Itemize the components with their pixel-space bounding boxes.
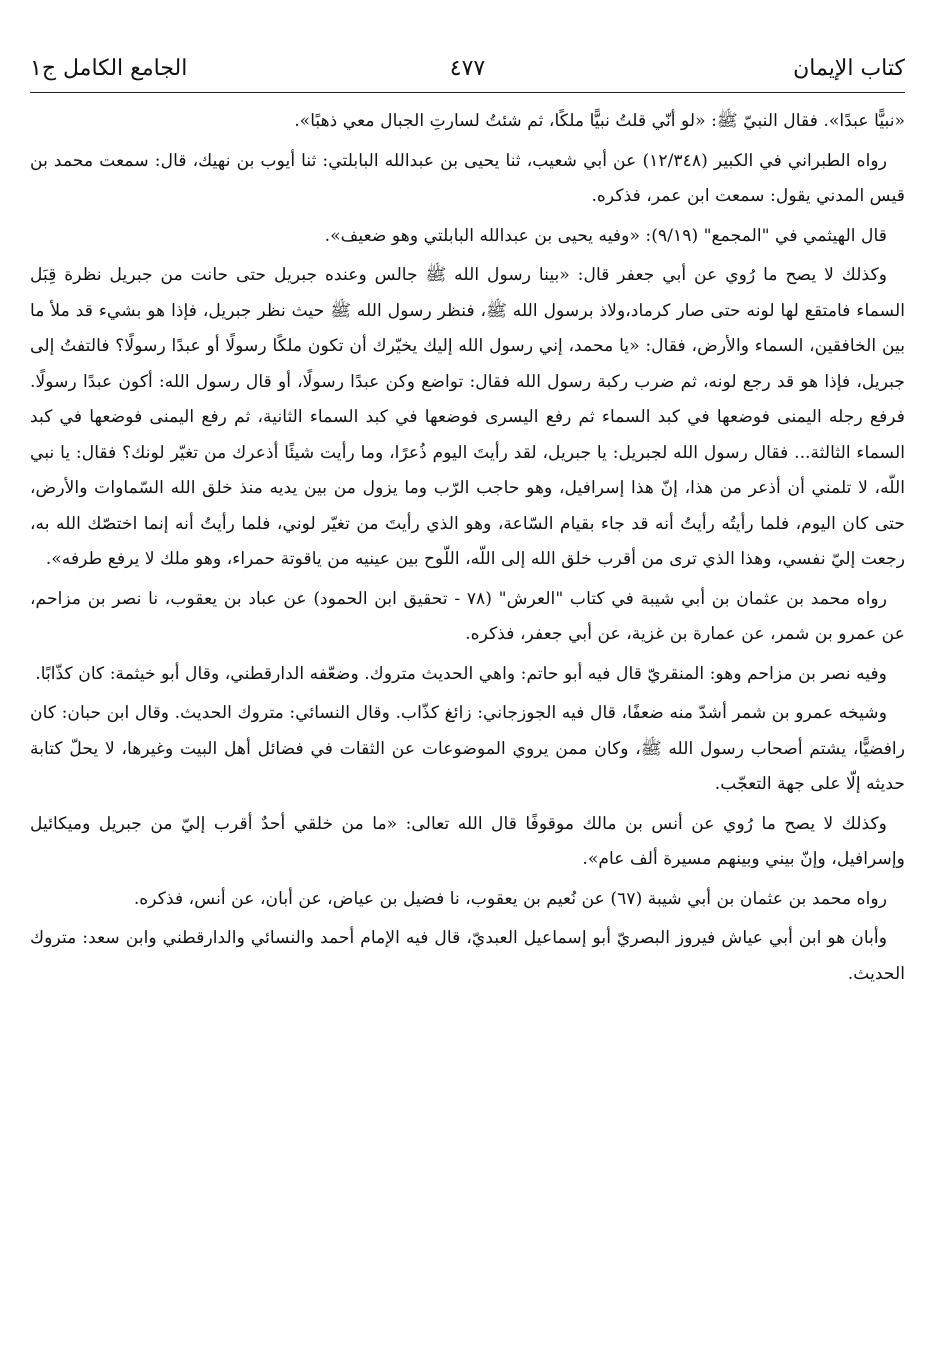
- paragraph: وأبان هو ابن أبي عياش فيروز البصريّ أبو إسماعيل العبديّ، قال فيه الإمام أحمد والنسائي والدارقطني وابن سعد: متروك الحديث.: [30, 928, 905, 984]
- book-title: كتاب الإيمان: [793, 56, 905, 81]
- paragraph: وكذلك لا يصح ما رُوي عن أبي جعفر قال: «بينا رسول الله ﷺ جالس وعنده جبريل حتى حانت من جبريل نظرة قِبَل السماء فامتقع لها لونه حتى صار كرماد،ولاذ برسول الله ﷺ، فنظر رسول الله ﷺ حيث نظر جبريل، فإذا هو بشيء قد ملأ ما بين الخافقين، السماء والأرض، فقال: «يا محمد، إني رسول الله إليك يخيّرك أن تكون ملكًا رسولًا أو عبدًا رسولًا؟ فالتفتُ إلى جبريل، فإذا هو قد رجع لونه، ثم ضرب ركبة رسول الله فقال: تواضع وكن عبدًا رسولًا، أو قال رسول الله: أكون عبدًا رسولًا. فرفع رجله اليمنى فوضعها في كبد السماء ثم رفع اليسرى فوضعها في كبد السماء الثانية، ثم رفع اليمنى فوضعها في كبد السماء الثالثة... فقال رسول الله لجبريل: يا جبريل، لقد رأيتَ اليوم ذُعرًا، وما رأيت شيئًا أذعرك من تغيّر لونك؟ فقال: يا نبي اللّه، لا تلمني أن أذعر من هذا، إنّ هذا إسرافيل، وهو حاجب الرّب وما يزول من بين يديه منذ خلق الله السّماوات والأرض، حتى كان اليوم، فلما رأيتُه رأيتُ أنه قد جاء بقيام السّاعة، وهو الذي رأيتَ من تغيّر لوني، فلما رأيتُ أنه إنما اختصّك الله به، رجعت إليّ نفسي، وهذا الذي ترى من أقرب خلق الله إلى اللّه، اللّوح بين عينيه من ياقوتة حمراء، وهو ملك لا يرفع طرفه».: [30, 265, 906, 569]
- page-header: [30, 52, 905, 93]
- paragraph: رواه محمد بن عثمان بن أبي شيبة في كتاب "العرش" (٧٨ - تحقيق ابن الحمود) عن عباد بن يعقوب، نا نصر بن مزاحم، عن عمرو بن شمر، عن عمارة بن غزية، عن أبي جعفر، فذكره.: [30, 588, 905, 644]
- paragraph: وفيه نصر بن مزاحم وهو: المنقريّ قال فيه أبو حاتم: واهي الحديث متروك. وضعّفه الدارقطني، وقال أبو خيثمة: كان كذّابًا.: [35, 663, 887, 684]
- page-body: [30, 104, 905, 992]
- paragraph: رواه الطبراني في الكبير (١٢/٣٤٨) عن أبي شعيب، ثنا يحيى بن عبدالله البابلتي: ثنا أيوب بن نهيك، قال: سمعت محمد بن قيس المدني يقول: سمعت ابن عمر، فذكره.: [30, 150, 905, 206]
- paragraph: قال الهيثمي في "المجمع" (٩/١٩): «وفيه يحيى بن عبدالله البابلتي وهو ضعيف».: [324, 225, 887, 246]
- paragraph: «نبيًّا عبدًا». فقال النبيّ ﷺ: «لو أنّي قلتُ نبيًّا ملكًا، ثم شئتُ لسارتِ الجبال معي ذهبًا».: [294, 111, 905, 131]
- volume-label: الجامع الكامل ج١: [30, 56, 188, 81]
- paragraph: وكذلك لا يصح ما رُوي عن أنس بن مالك موقوفًا قال الله تعالى: «ما من خلقي أحدٌ أقرب إليّ من جبريل وميكائيل وإسرافيل، وإنّ بيني وبينهم مسيرة ألف عام».: [30, 813, 905, 869]
- page-number: ٤٧٧: [449, 56, 486, 81]
- paragraph: رواه محمد بن عثمان بن أبي شيبة (٦٧) عن نُعيم بن يعقوب، نا فضيل بن عياض، عن أبان، عن أنس، فذكره.: [133, 888, 887, 909]
- paragraph: وشيخه عمرو بن شمر أشدّ منه ضعفًا، قال فيه الجوزجاني: زائغ كذّاب. وقال النسائي: متروك الحديث. وقال ابن حبان: كان رافضيًّا، يشتم أصحاب رسول الله ﷺ، وكان ممن يروي الموضوعات عن الثقات في فضائل أهل البيت وغيرها، لا يحلّ كتابة حديثه إلّا على جهة التعجّب.: [30, 703, 905, 794]
